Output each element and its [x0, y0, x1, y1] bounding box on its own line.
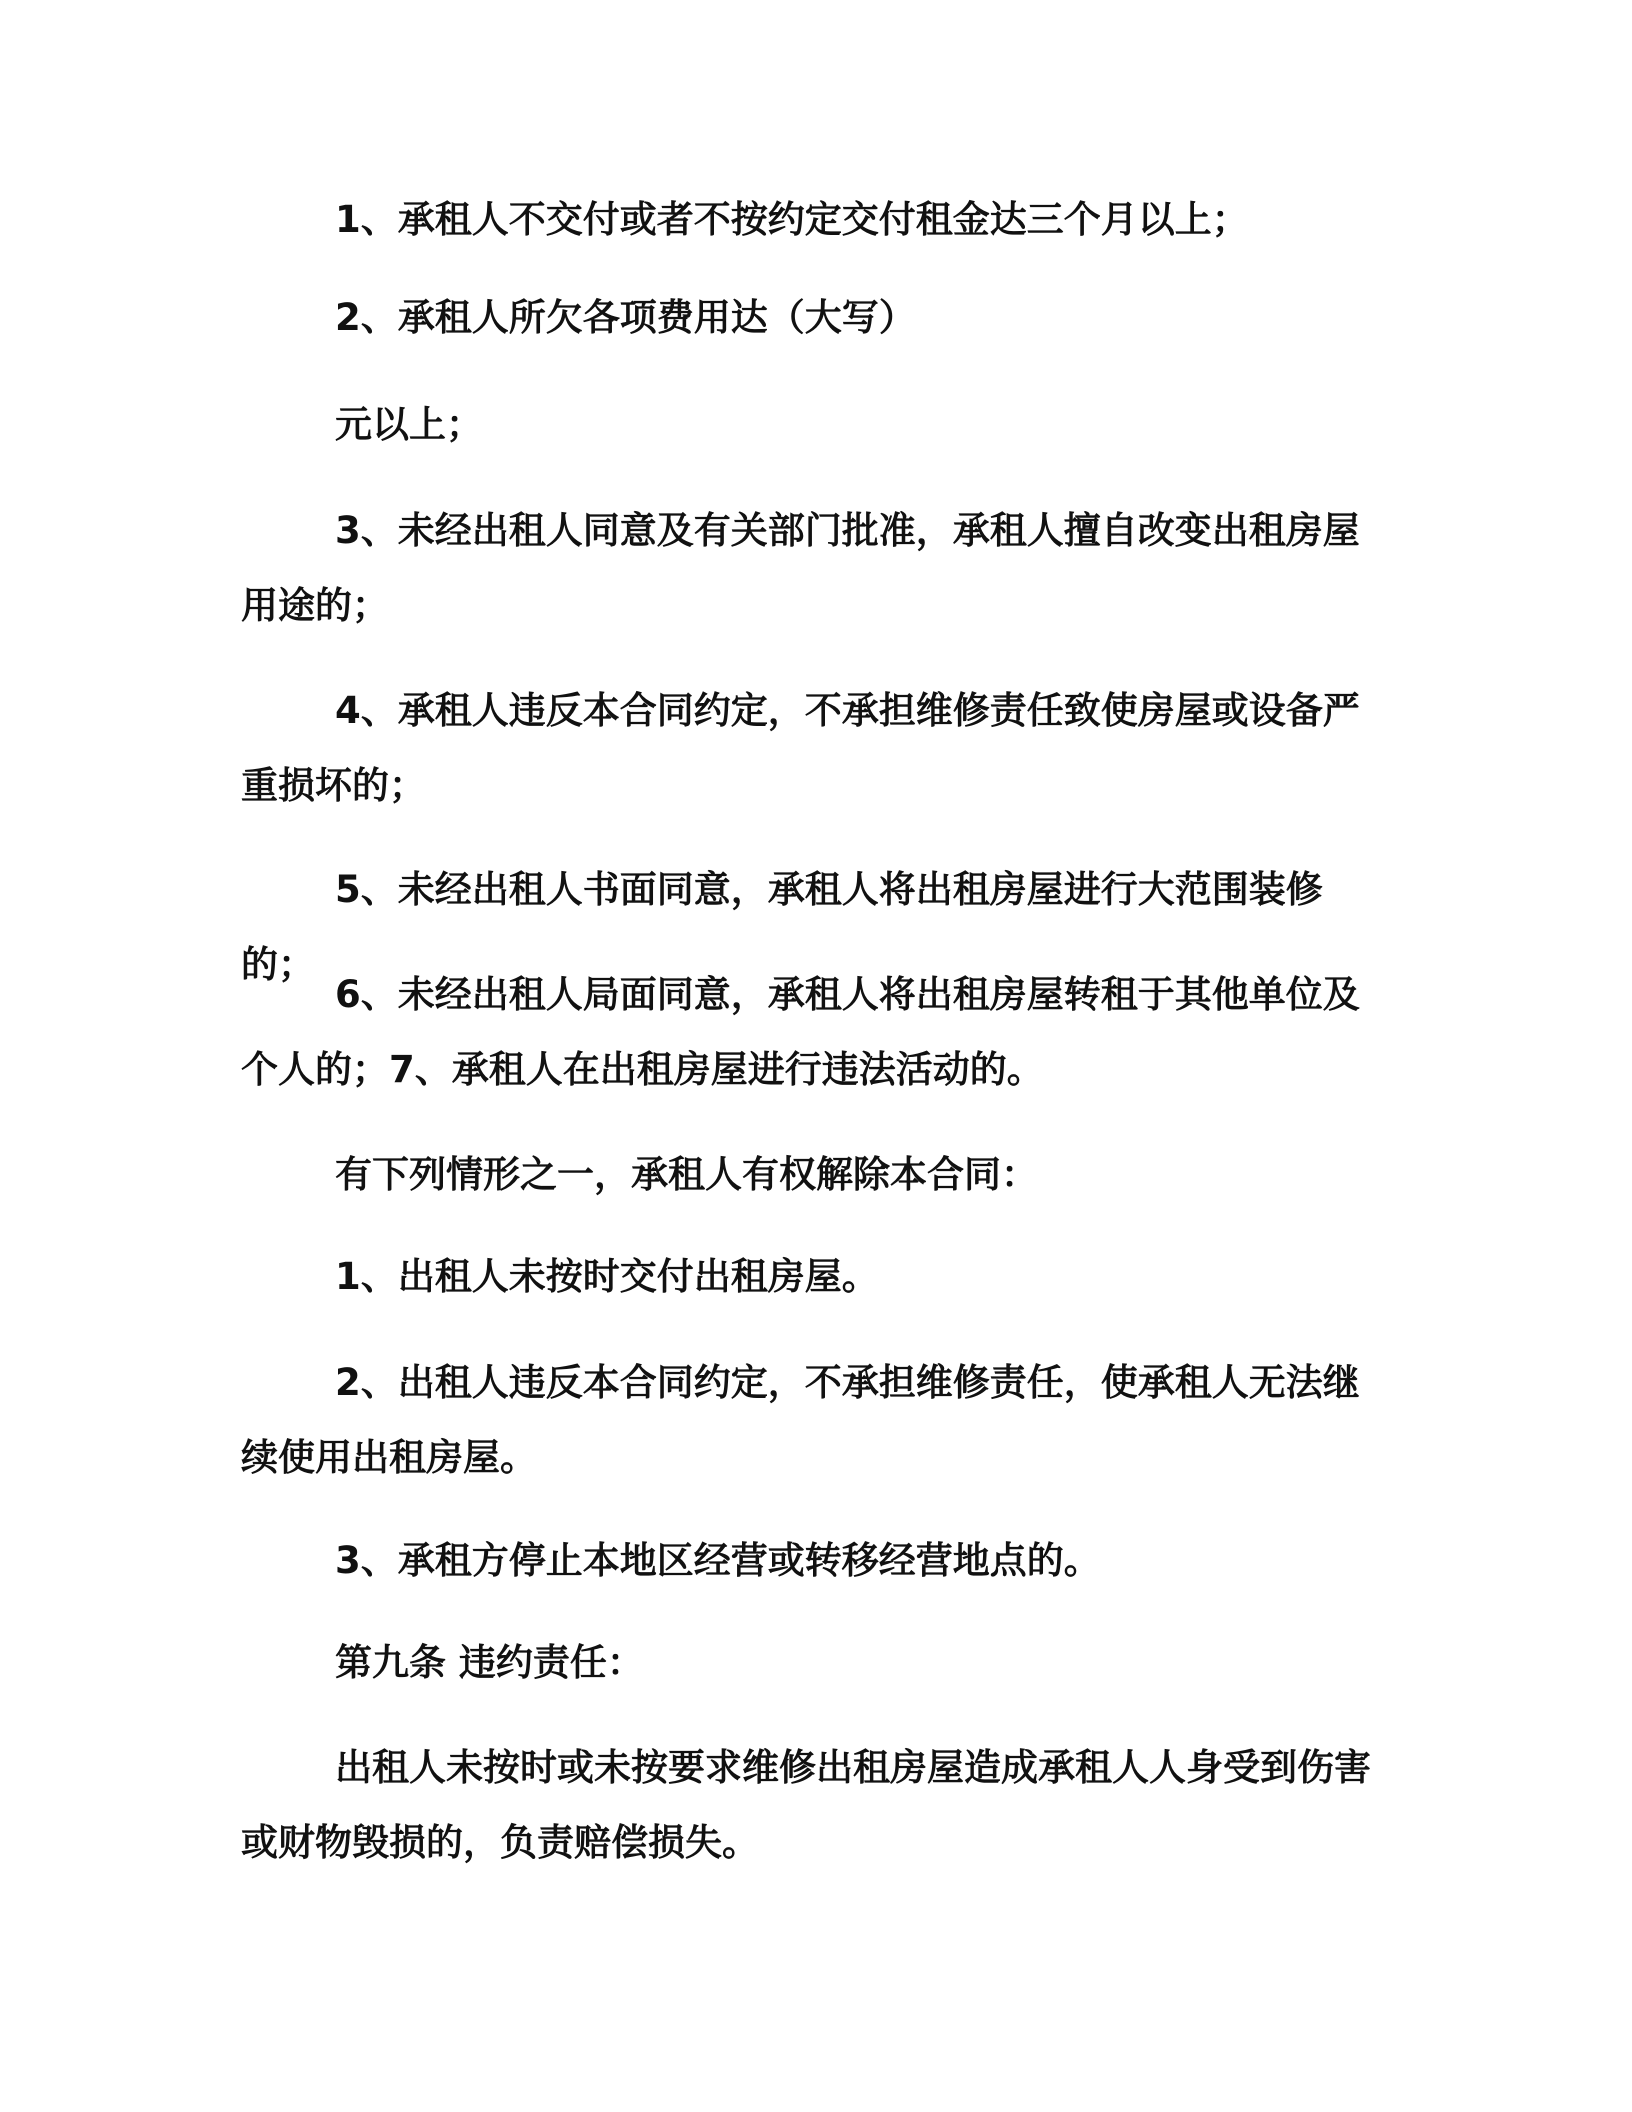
paragraph-clause-2: 2、承租人所欠各项费用达（大写） [335, 296, 916, 339]
paragraph-clause-1: 1、承租人不交付或者不按约定交付租金达三个月以上； [335, 198, 1249, 241]
paragraph-clause-4: 4、承租人违反本合同约定，不承担维修责任致使房屋或设备严重损坏的； [241, 689, 1360, 807]
paragraph-lessee-clause-1: 1、出租人未按时交付出租房屋。 [335, 1255, 879, 1298]
paragraph-lessee-clause-3: 3、承租方停止本地区经营或转移经营地点的。 [335, 1539, 1101, 1582]
paragraph-lessee-clause-2: 2、出租人违反本合同约定，不承担维修责任，使承租人无法继续使用出租房屋。 [241, 1361, 1360, 1479]
paragraph-clause-5: 5、未经出租人书面同意，承租人将出租房屋进行大范围装修的； [241, 868, 1323, 986]
paragraph-liability: 出租人未按时或未按要求维修出租房屋造成承租人人身受到伤害或财物毁损的，负责赔偿损失。 [241, 1746, 1371, 1864]
article-nine-heading: 第九条 违约责任： [335, 1641, 644, 1684]
paragraph-clause-3: 3、未经出租人同意及有关部门批准，承租人擅自改变出租房屋用途的； [241, 509, 1360, 627]
paragraph-clause-6-7: 6、未经出租人局面同意，承租人将出租房屋转租于其他单位及个人的；7、承租人在出租房屋进行违法活动的。 [241, 973, 1360, 1091]
paragraph-clause-2-cont: 元以上； [335, 403, 483, 446]
paragraph-lessee-termination-heading: 有下列情形之一，承租人有权解除本合同： [335, 1153, 1038, 1196]
